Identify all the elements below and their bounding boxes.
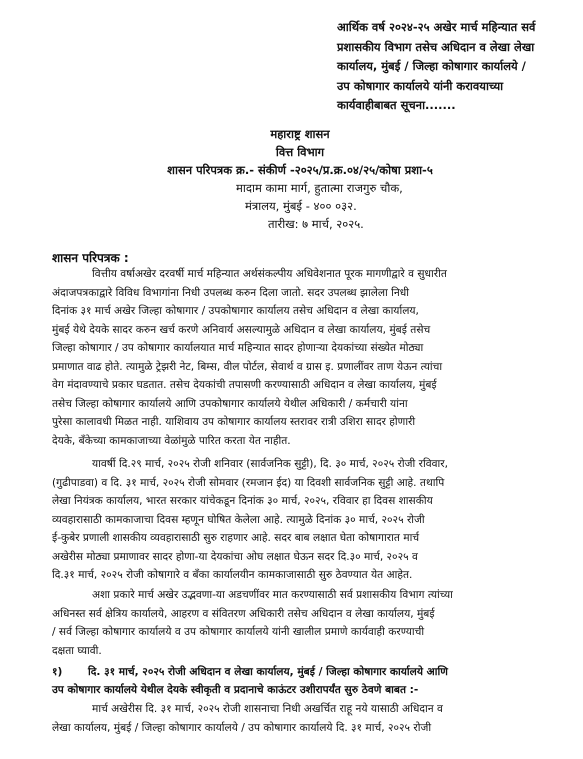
subject-line: कार्यालय, मुंबई / जिल्हा कोषागार कार्यालये / [337, 59, 526, 74]
paragraph-1 [52, 265, 546, 450]
paragraph-line: यावर्षी दि.२९ मार्च, २०२५ रोजी शनिवार (सार्वजनिक सुट्टी), दि. ३० मार्च, २०२५ रोजी रविवार, [92, 458, 448, 470]
paragraph-line: वित्तीय वर्षाअखेर दरवर्षी मार्च महिन्यात अर्थसंकल्पीय अधिवेशनात पूरक मागणीद्वारे व सुधारीत [92, 268, 447, 280]
paragraph-line: दि.३१ मार्च, २०२५ रोजी कोषागारे व बँका कार्यालयीन कामकाजासाठी सुरु ठेवण्यात येत आहेत. [52, 569, 413, 581]
paragraph-line: जिल्हा कोषागार / उप कोषागार कार्यालयात मार्च महिन्यात सादर होणाऱ्या देयकांच्या संख्येत मोठ्या [52, 342, 424, 354]
section-title: शासन परिपत्रक : [52, 251, 129, 265]
paragraph-line: लेखा नियंत्रक कार्यालय, भारत सरकार यांचेकडून दिनांक ३० मार्च, २०२५, रविवार हा दिवस शासकीय [52, 495, 433, 507]
subject-line: प्रशासकीय विभाग तसेच अधिदान व लेखा लेखा [337, 39, 535, 54]
paragraph-line: दक्षता घ्यावी. [52, 644, 102, 657]
paragraph-line: / सर्व जिल्हा कोषागार कार्यालये व उप कोषागार कार्यालये यांनी खालील प्रमाणे कार्यवाही करण्याची [52, 626, 425, 638]
paragraph-line: देयके, बँकेच्या कामकाजाच्या वेळांमुळे पारित करता येत नाहीत. [52, 434, 291, 447]
paragraph-line: लेखा कार्यालय, मुंबई / जिल्हा कोषागार कार्यालये / उप कोषागार कार्यालये दि. ३१ मार्च, २०२५ रोजी [52, 721, 432, 734]
government-name: महाराष्ट्र शासन [270, 127, 330, 141]
paragraph-line: अंदाजपत्रकाद्वारे विविध विभागांना निधी उपलब्ध करुन दिला जातो. सदर उपलब्ध झालेला निधी [52, 286, 410, 299]
paragraph-line: अखेरीस मोठ्या प्रमाणावर सादर होणा-या देयकांचा ओघ लक्षात घेऊन सदर दि.३० मार्च, २०२५ व [52, 550, 418, 563]
circular-date: तारीख: ७ मार्च, २०२५. [268, 217, 364, 231]
paragraph-line: अधिनस्त सर्व क्षेत्रिय कार्यालये, आहरण व संवितरण अधिकारी तसेच अधिदान व लेखा कार्यालय, मुंबई [52, 607, 435, 620]
paragraph-line: मुंबई येथे देयके सादर करुन खर्च करणे अनिवार्य असल्यामुळे अधिदान व लेखा कार्यालय, मुंबई तसेच [52, 323, 431, 336]
paragraph-line: दिनांक ३१ मार्च अखेर जिल्हा कोषागार / उपकोषागार कार्यालय तसेच अधिदान व लेखा कार्यालय, [52, 305, 419, 317]
paragraph-4 [52, 700, 546, 737]
subject-line: कार्यवाहीबाबत सूचना....... [337, 98, 456, 113]
circular-number: शासन परिपत्रक क्र.- संकीर्ण -२०२५/प्र.क्र.०४/२५/कोषा प्रशा-५ [167, 163, 433, 177]
paragraph-line: (गुढीपाडवा) व दि. ३१ मार्च, २०२५ रोजी सोमवार (रमजान ईद) या दिवशी सार्वजनिक सुट्टी आहे. तथापि [52, 476, 445, 489]
paragraph-line: मार्च अखेरीस दि. ३१ मार्च, २०२५ रोजी शासनाचा निधी अखर्चित राहू नये यासाठी अधिदान व [92, 703, 443, 715]
paragraph-line: व्यवहारासाठी कामकाजाचा दिवस म्हणून घोषित केलेला आहे. त्यामुळे दिनांक ३० मार्च, २०२५ रोजी [52, 513, 425, 526]
paragraph-line: पुरेसा कालावधी मिळत नाही. याशिवाय उप कोषागार कार्यालय स्तरावर रात्री उशिरा सादर होणारी [52, 416, 416, 428]
paragraph-line: ई-कुबेर प्रणाली शासकीय व्यवहारासाठी सुरु राहणार आहे. सदर बाब लक्षात घेता कोषागारात मार्च [52, 532, 420, 544]
paragraph-3 [52, 586, 546, 660]
paragraph-line: तसेच जिल्हा कोषागार कार्यालये आणि उपकोषागार कार्यालये येथील अधिकारी / कर्मचारी यांना [52, 397, 408, 410]
paragraph-line: प्रमाणात वाढ होते. त्यामुळे ट्रेझरी नेट, बिम्स, वील पोर्टल, सेवार्थ व ग्रास इ. प्रणालींवर ताण येऊन त्यांचा [52, 360, 443, 373]
circular-subject [337, 18, 569, 116]
item-heading-line: उप कोषागार कार्यालये येथील देयके स्वीकृती व प्रदानाचे काऊंटर उशीरापर्यंत सुरु ठेवणे बाबत :- [52, 684, 419, 696]
paragraph-line: वेग मंदावण्याचे प्रकार घडतात. तसेच देयकांची तपासणी करण्यासाठी अधिदान व लेखा कार्यालय, मुंबई [52, 379, 437, 391]
paragraph-2 [52, 455, 546, 585]
item-number: १) [52, 666, 63, 678]
item-heading-line: दि. ३१ मार्च, २०२५ रोजी अधिदान व लेखा कार्यालय, मुंबई / जिल्हा कोषागार कार्यालये आणि [88, 666, 448, 678]
subject-line: आर्थिक वर्ष २०२४-२५ अखेर मार्च महिन्यात सर्व [337, 20, 536, 34]
paragraph-line: अशा प्रकारे मार्च अखेर उद्भवणा-या अडचणींवर मात करण्यासाठी सर्व प्रशासकीय विभाग त्यांच्या [92, 589, 453, 601]
subject-line: उप कोषागार कार्यालये यांनी करावयाच्या [337, 78, 504, 93]
address-line-1: मादाम कामा मार्ग, हुतात्मा राजगुरु चौक, [236, 181, 403, 195]
address-line-2: मंत्रालय, मुंबई - ४०० ०३२. [245, 199, 357, 213]
department-name: वित्त विभाग [275, 145, 325, 159]
